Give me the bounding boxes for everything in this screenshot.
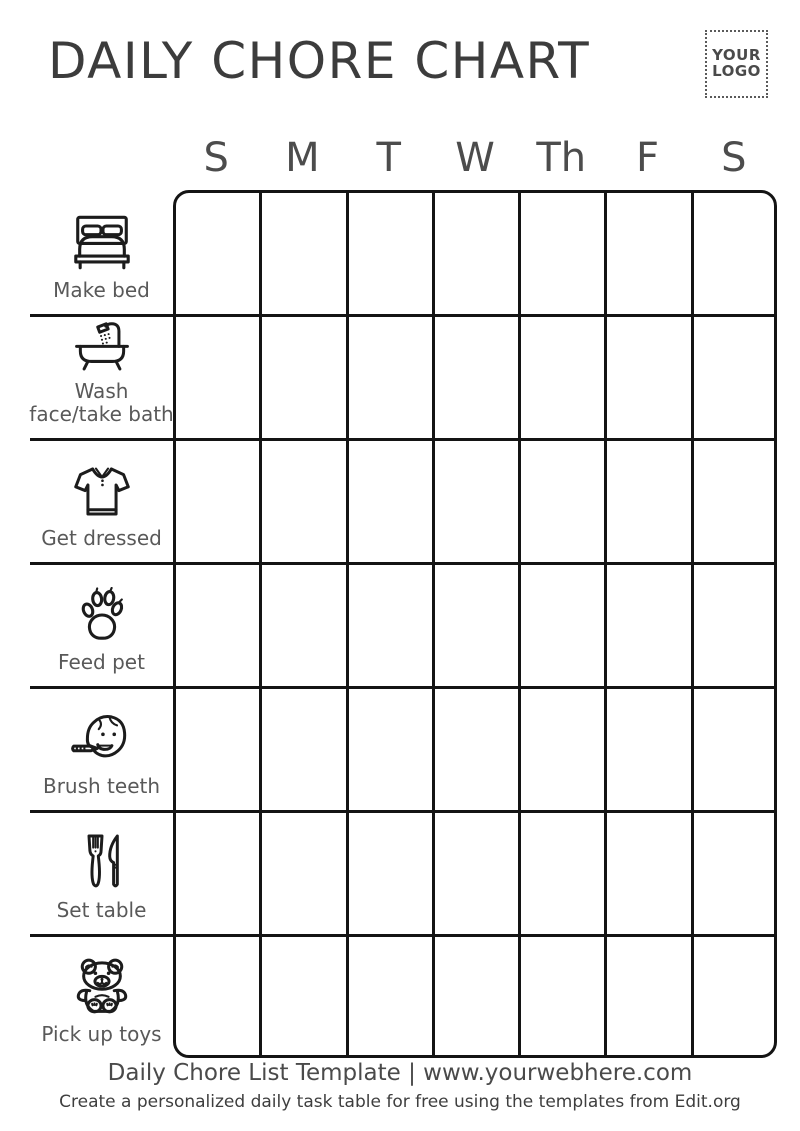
chore-cell[interactable] [518, 314, 604, 438]
logo-text-line1: YOUR [712, 46, 761, 65]
chore-label: Set table [56, 897, 147, 922]
fork-knife-icon [76, 833, 128, 891]
chore-cell[interactable] [432, 686, 518, 810]
footer-description: Create a personalized daily task table for free using the templates from Edit.org [59, 1092, 741, 1112]
chore-cell[interactable] [518, 190, 604, 314]
chore-label: Feed pet [58, 649, 145, 674]
chore-cell[interactable] [691, 314, 777, 438]
chore-cell[interactable] [346, 686, 432, 810]
chore-row-wash-face [30, 314, 173, 438]
day-header-wednesday: W [455, 135, 495, 181]
paw-icon [73, 587, 131, 643]
chore-cell[interactable] [691, 190, 777, 314]
chore-cell[interactable] [432, 438, 518, 562]
chore-cell[interactable] [518, 438, 604, 562]
chore-cell[interactable] [604, 934, 690, 1058]
chore-row-set-table [30, 810, 173, 934]
chore-cell[interactable] [346, 190, 432, 314]
chore-cell[interactable] [346, 810, 432, 934]
chore-cell[interactable] [518, 810, 604, 934]
chore-label: Pick up toys [41, 1021, 162, 1046]
chore-cell[interactable] [346, 934, 432, 1058]
chore-cell[interactable] [518, 562, 604, 686]
day-header-friday: F [636, 135, 660, 181]
chore-cell[interactable] [259, 686, 345, 810]
chore-cell[interactable] [604, 562, 690, 686]
chore-cell[interactable] [346, 438, 432, 562]
chore-cell[interactable] [604, 686, 690, 810]
chore-cell[interactable] [173, 686, 259, 810]
chore-cell[interactable] [432, 190, 518, 314]
chore-cell[interactable] [432, 934, 518, 1058]
chore-cell[interactable] [173, 562, 259, 686]
chore-cell[interactable] [259, 562, 345, 686]
day-header-thursday: Th [536, 135, 587, 181]
chore-cell[interactable] [604, 438, 690, 562]
chore-cell[interactable] [173, 810, 259, 934]
chore-cell[interactable] [691, 934, 777, 1058]
day-header-row [173, 130, 777, 186]
chore-cell[interactable] [604, 190, 690, 314]
chore-cell[interactable] [432, 810, 518, 934]
bed-icon [69, 214, 135, 271]
chore-cell[interactable] [259, 934, 345, 1058]
chore-cell[interactable] [518, 686, 604, 810]
chore-row-pick-up-toys [30, 934, 173, 1058]
chore-cell[interactable] [173, 190, 259, 314]
chore-label: Make bed [53, 277, 150, 302]
chore-cell[interactable] [173, 934, 259, 1058]
chore-cell[interactable] [259, 438, 345, 562]
day-header-sunday: S [203, 135, 229, 181]
chore-label: Brush teeth [42, 773, 161, 798]
chore-cell[interactable] [691, 810, 777, 934]
chore-cell[interactable] [691, 438, 777, 562]
chore-cell[interactable] [346, 314, 432, 438]
chore-row-make-bed [30, 190, 173, 314]
chore-grid [30, 190, 777, 1058]
chore-cell[interactable] [518, 934, 604, 1058]
chore-cell[interactable] [604, 314, 690, 438]
chore-cell[interactable] [346, 562, 432, 686]
logo-text-line2: LOGO [712, 62, 761, 80]
chore-cell[interactable] [432, 314, 518, 438]
day-header-saturday: S [721, 135, 747, 181]
chore-row-brush-teeth [30, 686, 173, 810]
chore-cell[interactable] [259, 314, 345, 438]
chore-label: Get dressed [41, 525, 162, 550]
day-header-tuesday: T [376, 135, 401, 181]
page-title: DAILY CHORE CHART [48, 32, 591, 90]
brushing-teeth-icon [70, 712, 134, 767]
chore-cell[interactable] [259, 810, 345, 934]
day-header-monday: M [285, 135, 320, 181]
chore-row-feed-pet [30, 562, 173, 686]
chore-cell[interactable] [691, 686, 777, 810]
chore-cell[interactable] [604, 810, 690, 934]
bathtub-icon [70, 317, 134, 372]
teddy-bear-icon [70, 956, 134, 1015]
shirt-icon [72, 464, 132, 519]
grid-cells [173, 190, 777, 1058]
chore-label-column [30, 190, 173, 1058]
chore-label: Wash face/take bath [29, 379, 174, 426]
chore-cell[interactable] [173, 314, 259, 438]
chore-cell[interactable] [259, 190, 345, 314]
chore-cell[interactable] [691, 562, 777, 686]
footer-template-credit: Daily Chore List Template | www.yourwebhere.com [107, 1060, 693, 1086]
chore-row-get-dressed [30, 438, 173, 562]
logo-placeholder[interactable] [705, 30, 768, 98]
chore-cell[interactable] [173, 438, 259, 562]
chore-cell[interactable] [432, 562, 518, 686]
